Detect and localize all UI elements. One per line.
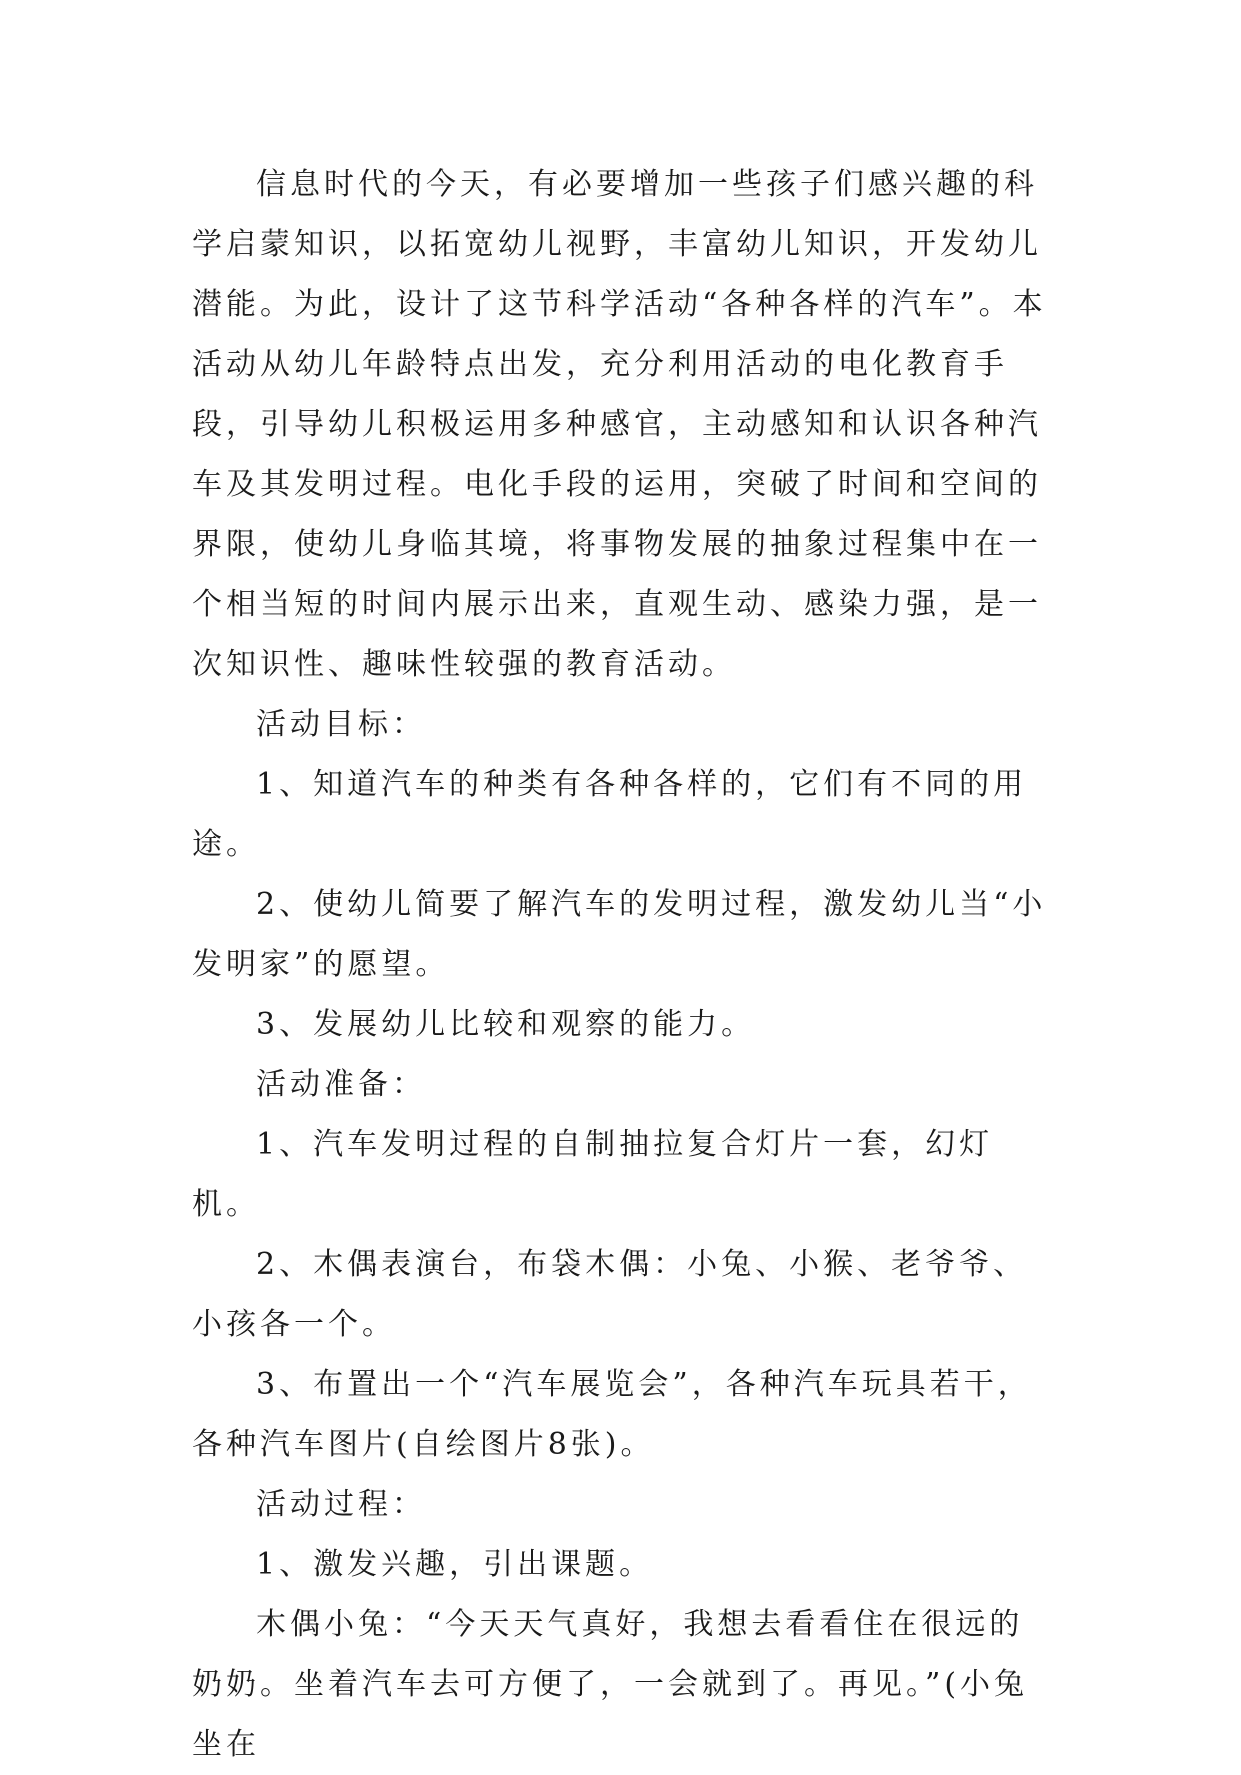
preparation-item-3: 3、布置出一个“汽车展览会”，各种汽车玩具若干，各种汽车图片(自绘图片8张)。 (192, 1367, 1032, 1462)
preparation-item-1: 1、汽车发明过程的自制抽拉复合灯片一套，幻灯机。 (192, 1127, 994, 1222)
preparation-item-2: 2、木偶表演台，布袋木偶：小兔、小猴、老爷爷、小孩各一个。 (192, 1247, 1028, 1342)
intro-paragraph: 信息时代的今天，有必要增加一些孩子们感兴趣的科学启蒙知识，以拓宽幼儿视野，丰富幼儿知识，开发幼儿潜能。为此，设计了这节科学活动“各种各样的汽车”。本活动从幼儿年龄特点出发，充分利用活动的电化教育手段，引导幼儿积极运用多种感官，主动感知和认识各种汽车及其发明过程。电化手段的运用，突破了时间和空间的界限，使幼儿身临其境，将事物发展的抽象过程集中在一个相当短的时间内展示出来，直观生动、感染力强，是一次知识性、趣味性较强的教育活动。 (192, 167, 1047, 682)
goal-item-1: 1、知道汽车的种类有各种各样的，它们有不同的用途。 (192, 767, 1028, 862)
process-item-1: 1、激发兴趣，引出课题。 (256, 1547, 654, 1582)
section-heading-preparation: 活动准备： (256, 1067, 426, 1102)
dialogue-paragraph: 木偶小兔：“今天天气真好，我想去看看住在很远的奶奶。坐着汽车去可方便了，一会就到了。再见。”(小兔坐在 (192, 1607, 1029, 1762)
section-heading-process: 活动过程： (256, 1487, 426, 1522)
document-body (192, 155, 1052, 1775)
goal-item-2: 2、使幼儿简要了解汽车的发明过程，激发幼儿当“小发明家”的愿望。 (192, 887, 1047, 982)
section-heading-goals: 活动目标： (256, 707, 426, 742)
goal-item-3: 3、发展幼儿比较和观察的能力。 (256, 1007, 756, 1042)
